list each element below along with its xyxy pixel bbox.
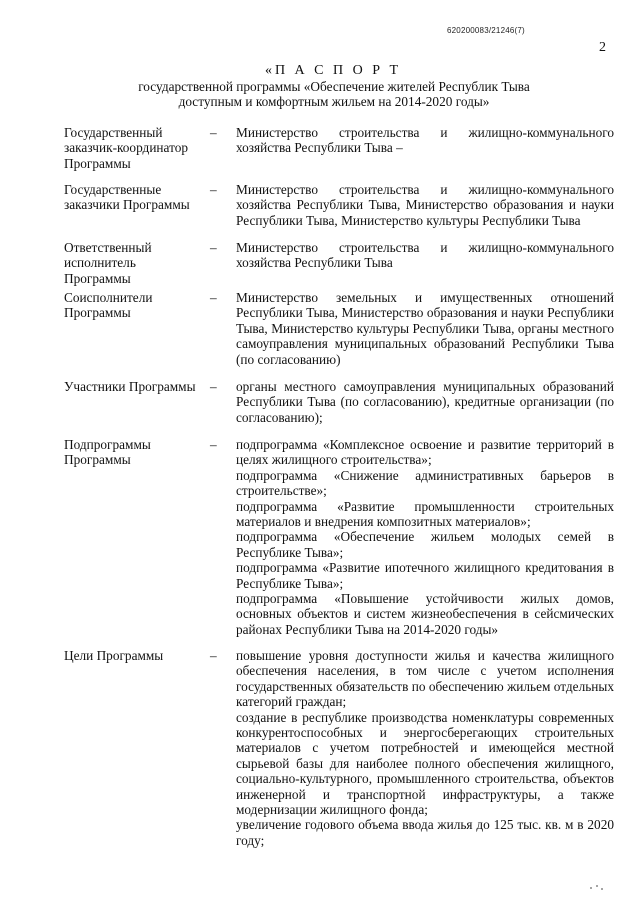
row-label: Цели Программы <box>64 648 164 663</box>
value-paragraph: Министерство строительства и жилищно-коммунального хозяйства Республики Тыва <box>236 240 614 271</box>
row-value <box>236 182 614 228</box>
value-paragraph: повышение уровня доступности жилья и качества жилищного обеспечения населения, в том числе с учетом исполнения государственных обязательств по обеспечению жильем отдельных категорий граждан; <box>236 648 614 710</box>
row-value <box>236 437 614 637</box>
value-paragraph: увеличение годового объема ввода жилья до 125 тыс. кв. м в 2020 году; <box>236 817 614 848</box>
value-paragraph: подпрограмма «Повышение устойчивости жилых домов, основных объектов и систем жизнеобеспечения в сейсмических районах Республики Тыва на 2014-2020 годы» <box>236 591 614 637</box>
row-value <box>236 379 614 425</box>
row-dash: – <box>210 437 217 452</box>
scan-mark <box>590 885 604 891</box>
row-label: Подпрограммы Программы <box>64 437 151 468</box>
value-paragraph: подпрограмма «Развитие промышленности строительных материалов и внедрения композитных материалов»; <box>236 498 614 530</box>
row-label: Государственный заказчик-координатор Программы <box>64 125 189 171</box>
title-line-1: государственной программы «Обеспечение жителей Республик Тыва <box>138 79 530 94</box>
row-dash: – <box>210 125 217 140</box>
row-dash: – <box>210 240 217 255</box>
value-paragraph: Министерство строительства и жилищно-коммунального хозяйства Республики Тыва, Министерство образования и науки Республики Тыва, Министерство культуры Республики Тыва <box>236 182 614 228</box>
row-label: Соисполнители Программы <box>64 290 153 321</box>
row-value <box>236 240 614 271</box>
value-paragraph: Министерство строительства и жилищно-коммунального хозяйства Республики Тыва – <box>236 125 614 156</box>
row-value <box>236 648 614 848</box>
value-paragraph: создание в республике производства номенклатуры современных конкурентоспособных и энергосберегающих строительных материалов с учетом потребностей и имеющейся местной сырьевой базы для наиболее полного обеспечения жилищного, социально-культурного, промышленного строительства, объектов инженерной и транспортной инфраструктуры, а также модернизации жилищного фонда; <box>236 709 614 818</box>
row-dash: – <box>210 182 217 197</box>
row-dash: – <box>210 379 217 394</box>
row-value <box>236 125 614 156</box>
row-value <box>236 290 614 367</box>
title-line-2: доступным и комфортным жильем на 2014-2020 годы» <box>178 94 490 109</box>
value-paragraph: подпрограмма «Комплексное освоение и развитие территорий в целях жилищного строительства»; <box>236 437 614 468</box>
value-paragraph: подпрограмма «Обеспечение жильем молодых семей в Республике Тыва»; <box>236 529 614 560</box>
value-paragraph: органы местного самоуправления муниципальных образований Республики Тыва (по согласованию), кредитные организации (по согласованию); <box>236 379 614 425</box>
row-label: Участники Программы <box>64 379 196 394</box>
page-number: 2 <box>599 40 606 55</box>
row-dash: – <box>210 648 217 663</box>
value-paragraph: подпрограмма «Снижение административных барьеров в строительстве»; <box>236 467 614 499</box>
row-label: Ответственный исполнитель Программы <box>64 240 152 286</box>
row-dash: – <box>210 290 217 305</box>
document-code: 620200083/21246(7) <box>447 26 525 35</box>
value-paragraph: Министерство земельных и имущественных отношений Республики Тыва, Министерство образования и науки Республики Тыва, Министерство культуры Республики Тыва, органы местного самоуправления муниципальных образований Республики Тыва (по согласованию) <box>236 290 614 367</box>
title-passport: «П А С П О Р Т <box>264 63 402 78</box>
row-label: Государственные заказчики Программы <box>64 182 190 213</box>
page-title <box>0 63 640 109</box>
value-paragraph: подпрограмма «Развитие ипотечного жилищного кредитования в Республике Тыва»; <box>236 560 614 591</box>
